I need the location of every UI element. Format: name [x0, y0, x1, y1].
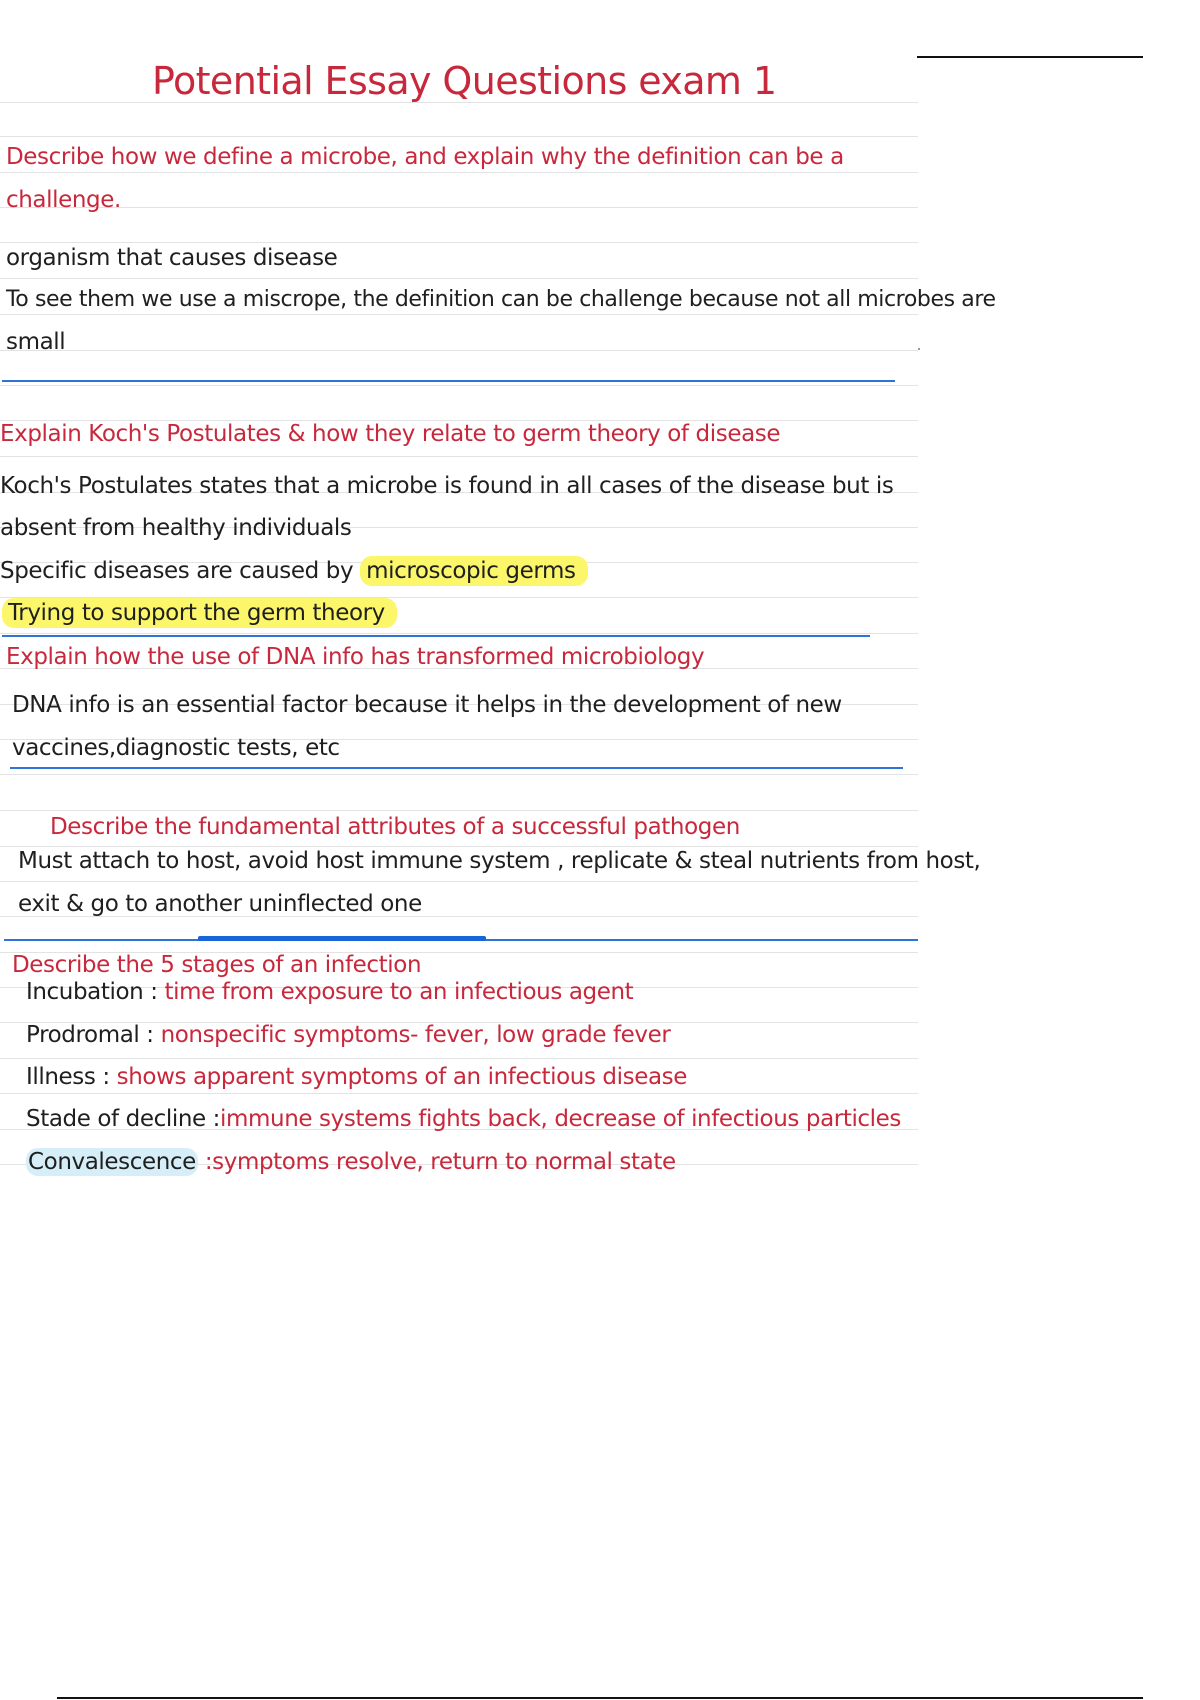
page-title: Potential Essay Questions exam 1	[152, 59, 777, 103]
footer-line	[57, 1697, 1143, 1699]
answer-3-line-1: DNA info is an essential factor because it helps in the development of new	[12, 692, 842, 718]
answer-2-line-3-text: Specific diseases are caused by	[0, 558, 361, 584]
answer-1-line-3: small	[6, 329, 66, 355]
question-1-line-1: Describe how we define a microbe, and explain why the definition can be a	[6, 144, 844, 170]
question-2: Explain Koch's Postulates & how they relate to germ theory of disease	[0, 421, 781, 447]
stage-desc: :symptoms resolve, return to normal state	[197, 1149, 676, 1175]
notebook-rule	[0, 1058, 918, 1059]
notebook-rule	[0, 881, 918, 882]
stage-desc: time from exposure to an infectious agent	[164, 979, 634, 1005]
stage-name: Incubation :	[26, 979, 165, 1005]
stage-convalescence	[26, 1147, 676, 1177]
highlighted-text: Trying to support the germ theory	[2, 598, 397, 628]
stage-decline	[26, 1104, 901, 1134]
notebook-rule	[0, 456, 918, 457]
question-5: Describe the 5 stages of an infection	[12, 952, 422, 978]
notebook-rule	[0, 633, 918, 634]
stage-incubation	[26, 977, 633, 1007]
stage-illness	[26, 1062, 687, 1092]
notebook-rule	[0, 1093, 918, 1094]
stage-desc: shows apparent symptoms of an infectious disease	[116, 1064, 687, 1090]
answer-1-line-1: organism that causes disease	[6, 245, 338, 271]
stage-desc: immune systems fights back, decrease of infectious particles	[220, 1106, 902, 1132]
divider-accent	[198, 936, 486, 941]
answer-2-line-3	[0, 556, 588, 586]
section-divider	[2, 635, 870, 637]
answer-3-line-2: vaccines,diagnostic tests, etc	[12, 735, 340, 761]
question-3: Explain how the use of DNA info has transformed microbiology	[6, 644, 705, 670]
highlighted-text: microscopic germs	[360, 556, 588, 586]
answer-2-line-2: absent from healthy individuals	[0, 515, 352, 541]
question-1-line-2: challenge.	[6, 187, 121, 213]
question-4: Describe the fundamental attributes of a successful pathogen	[50, 814, 740, 840]
answer-2-line-4	[2, 598, 397, 628]
notebook-rule	[0, 278, 918, 279]
stage-prodromal	[26, 1020, 670, 1050]
notebook-rule	[0, 207, 918, 208]
stage-name: Prodromal :	[26, 1022, 161, 1048]
answer-4-line-2: exit & go to another uninflected one	[18, 891, 422, 917]
section-divider	[10, 767, 903, 769]
header-corner-line	[917, 56, 1143, 58]
stage-name: Convalescence	[28, 1149, 196, 1175]
notebook-rule	[0, 136, 918, 137]
answer-4-line-1: Must attach to host, avoid host immune system , replicate & steal nutrients from host,	[18, 848, 981, 874]
answer-2-line-1: Koch's Postulates states that a microbe is found in all cases of the disease but is	[0, 473, 894, 499]
notebook-rule	[0, 350, 918, 351]
stage-name: Stade of decline :	[26, 1106, 221, 1132]
stage-name: Illness :	[26, 1064, 117, 1090]
section-divider	[2, 380, 895, 382]
notebook-rule	[0, 810, 918, 811]
notebook-rule	[0, 172, 918, 173]
notebook-rule	[0, 774, 918, 775]
answer-1-line-2: To see them we use a miscrope, the definition can be challenge because not all microbes are	[6, 287, 996, 312]
notebook-rule	[0, 385, 918, 386]
stage-desc: nonspecific symptoms- fever, low grade fever	[160, 1022, 671, 1048]
stray-dot	[918, 348, 920, 350]
